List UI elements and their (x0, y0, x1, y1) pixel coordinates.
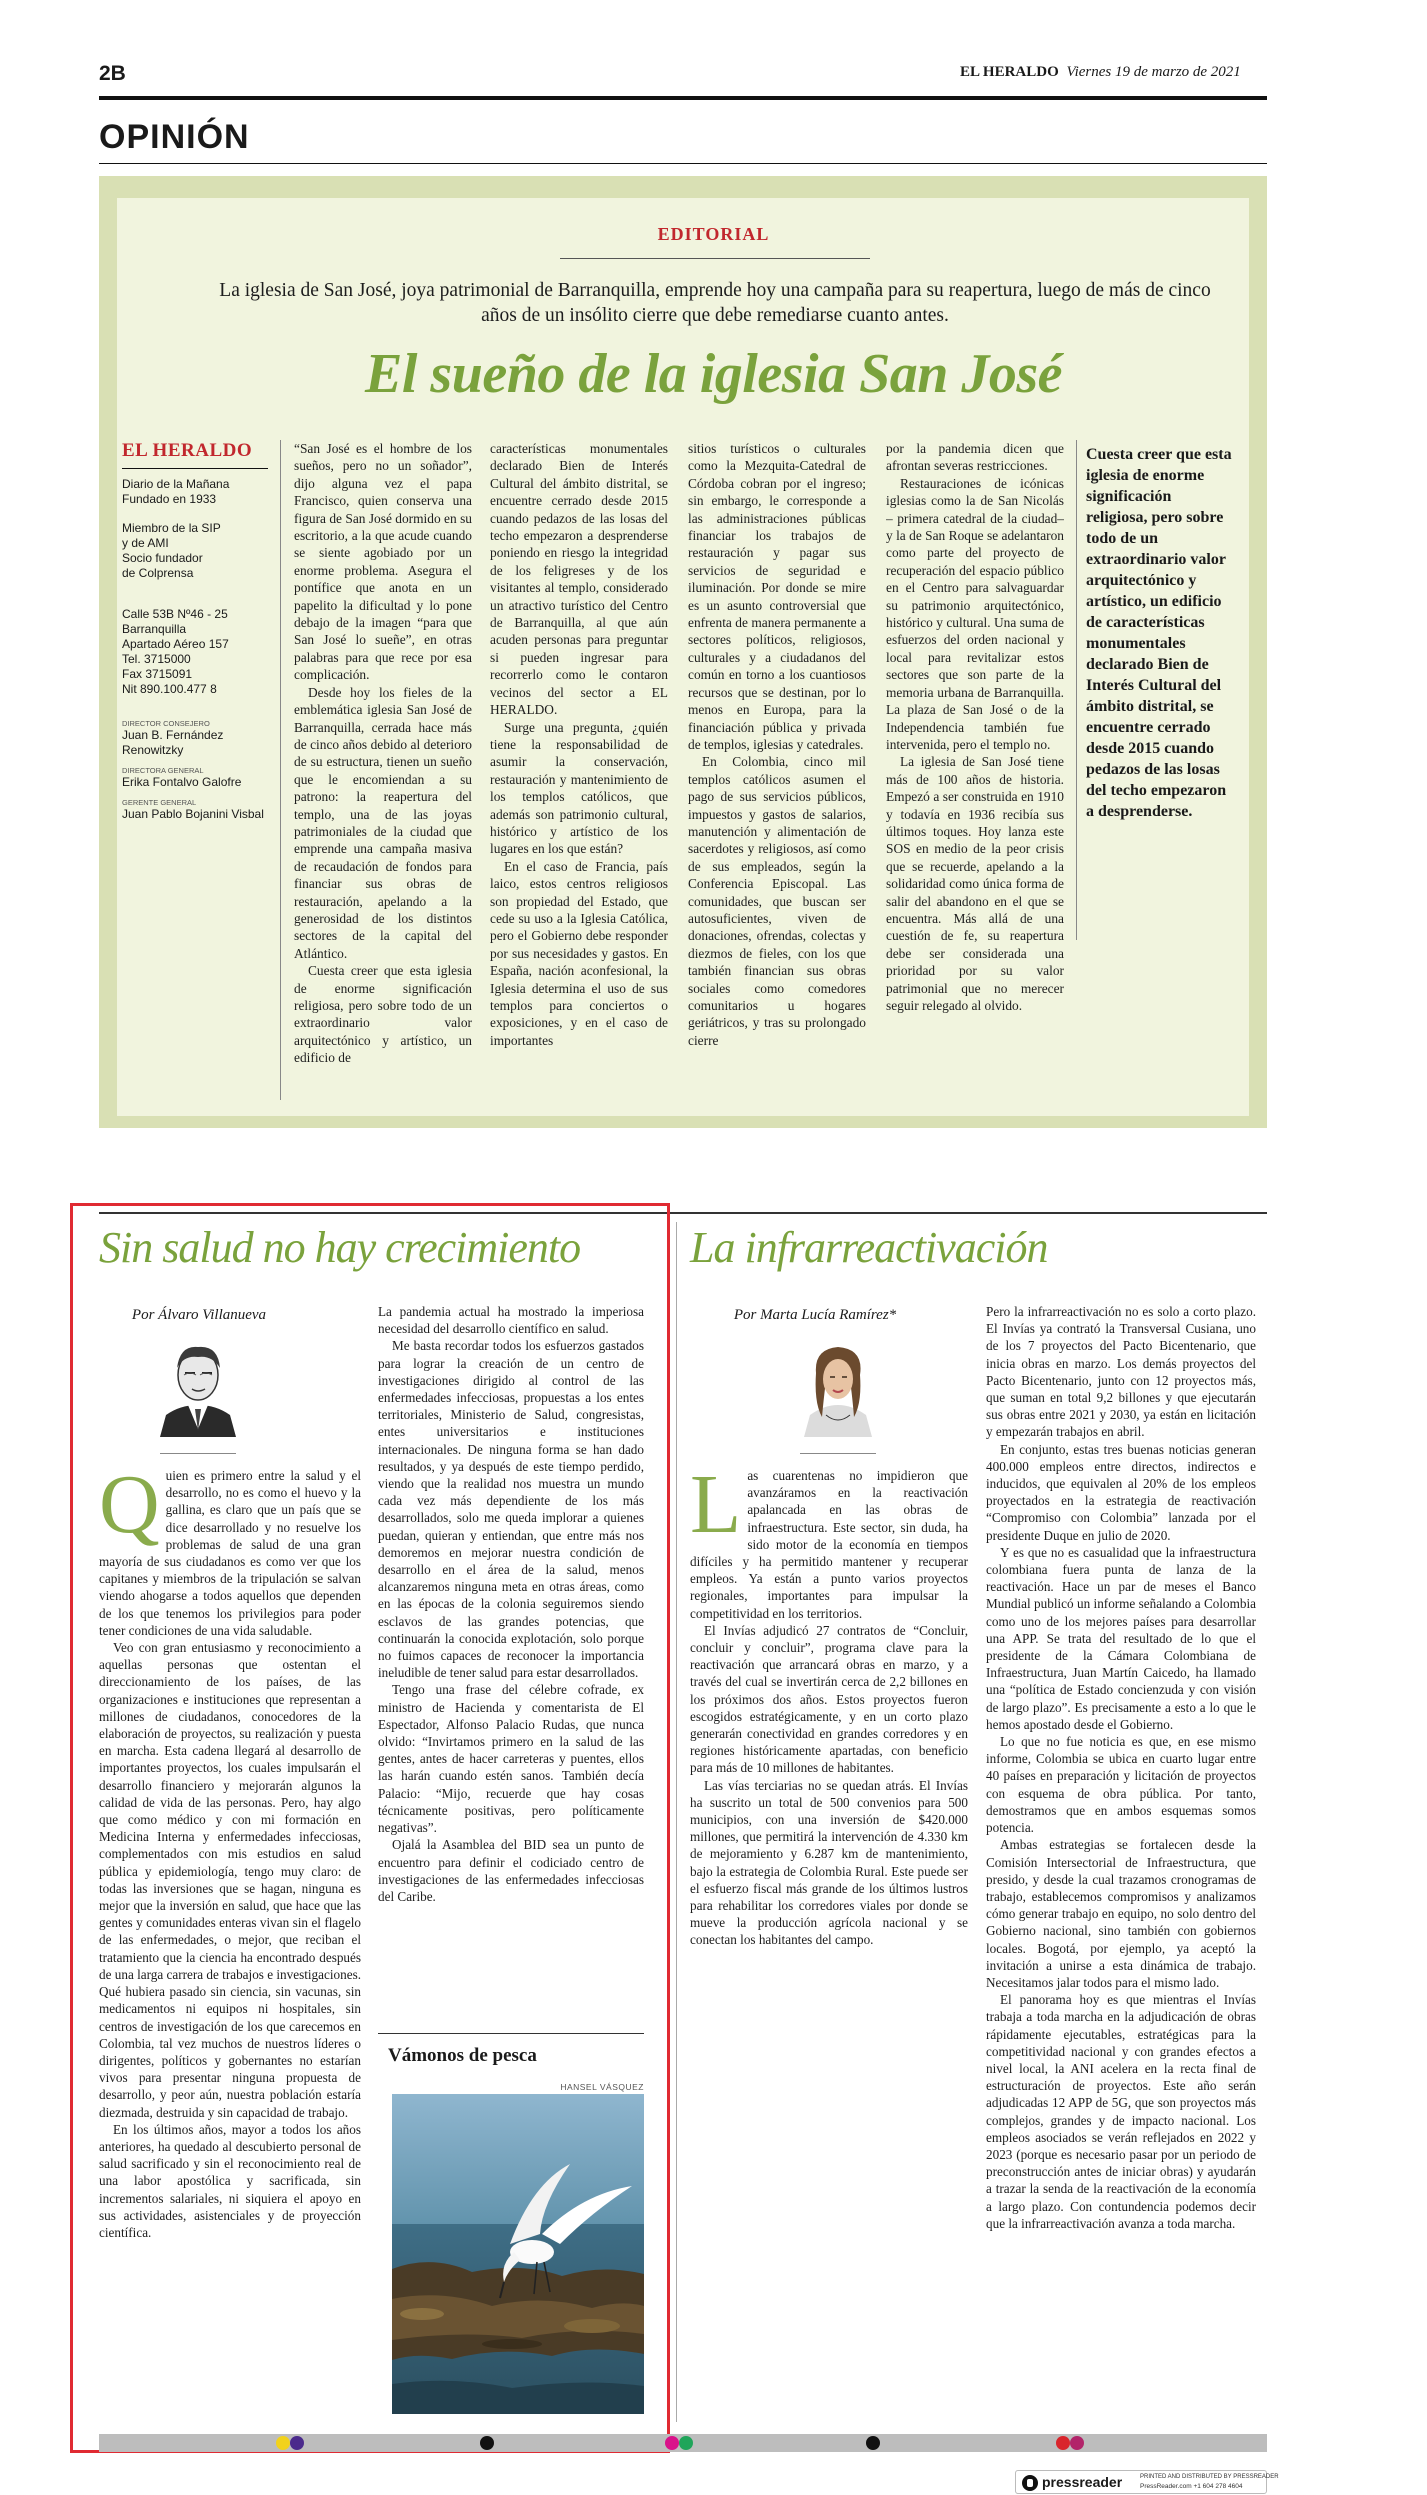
staff-role: DIRECTORA GENERAL (122, 766, 204, 775)
paragraph: En conjunto, estas tres buenas noticias generan 400.000 empleos entre directos, indirectos e inducidos, que equivalen al 20% de los empleos proyectados en la estrategia de reactivación “Compromiso con Colombia” lanzada por el presidente Duque en julio de 2020. (986, 1441, 1256, 1543)
paragraph: Veo con gran entusiasmo y reconocimiento a aquellas personas que ostentan el direccionamiento de los países, de las organizaciones e instituciones que representan a millones de ciudadanos, conocedores de la elaboración de proyectos, su realización y puesta en marcha. Esta cadena llegará al desarrollo de importantes proyectos, los cuales impulsarán el desarrollo financiero y mejorarán algunos la calidad de vida de las personas. Pero, hay algo que como médico y con mi formación en Medicina Interna y enfermedades infecciosas, complementados con mis estudios en salud pública y epidemiología, tengo muy claro: de todas las inversiones que se hagan, ninguna es mejor que la inversión en salud, que hace que las gentes y comunidades enteras vivan sin el flagelo de las enfermedades, o mejor, que reciban el tratamiento que la ciencia ha encontrado después de una larga carrera de trabajos e investigaciones. Qué hubiera pasado sin ciencia, sin vacunas, sin medicamentos ni equipos ni hospitales, sin centros de investigación de los que carecemos en Colombia, tal vez muchos de nuestros líderes o dirigentes, políticos y gobernantes no estarían vivos para presentar ninguna propuesta de desarrollo, y peor aún, nuestra población estaría diezmada, destruida y sin capacidad de trabajo. (99, 1640, 361, 2120)
reg-dot-green (679, 2436, 693, 2450)
drop-cap: Q (99, 1467, 160, 1551)
column-divider (676, 1222, 677, 2422)
drop-cap: L (690, 1467, 742, 1551)
editorial-column-1 (294, 440, 472, 1105)
paragraph: Y es que no es casualidad que la infraestructura colombiana fuera punta de lanza de la reactivación. Hace un par de meses el Banco Mundial publicó un informe señalando a Colombia como uno de los mejores países para desarrollar una APP. Se trata del resultado de lo que el presidente de la Cámara Colombiana de Infraestructura, Juan Martín Caicedo, ha llamado una “política de Estado concienzuda y con visión de largo plazo”. Es precisamente a esto a lo que le hemos apostado desde el Gobierno. (986, 1544, 1256, 1732)
masthead-line: Fundado en 1933 (122, 492, 217, 506)
issue-date: Viernes 19 de marzo de 2021 (1066, 64, 1241, 80)
paragraph: El panorama hoy es que mientras el Invías trabaja a toda marcha en la adjudicación de obras rápidamente ejecutables, estratégicas para la competitividad nacional y con grandes efectos a nivel local, la ANI acelera en la recta final de estructuración de proyectos. Este año serán adjudicadas 12 APP de 5G, que son proyectos más complejos, grandes y de impacto nacional. Los empleos asociados se verán reflejados en 2022 y 2023 (porque es necesario pasar por un periodo de preconstrucción antes de iniciar obras) y ayudarán a trazar la senda de la reactivación de la economía a largo plazo. Con contundencia podemos decir que la infrarreactivación avanza a toda marcha. (986, 1992, 1256, 2231)
paragraph: Cuesta creer que esta iglesia de enorme significación religiosa, pero sobre todo de un extraordinario valor arquitectónico y artístico, un edificio de (294, 963, 472, 1066)
reg-dot-black (480, 2436, 494, 2450)
paragraph: sitios turísticos o culturales como la Mezquita-Catedral de Córdoba cobran por el ingreso; sin embargo, le corresponde a las administraciones públicas financiar los trabajos de restauración y pagar sus servicios de seguridad e iluminación. Por donde se mire es un asunto controversial que enfrenta de manera permanente a sectores políticos, religiosos, culturales y a ciudadanos del común en torno a los cuantiosos recursos que se destinan, por lo menos en Europa, para la financiación pública y privada de templos, iglesias y catedrales. (688, 441, 866, 752)
author-photo-villanueva (150, 1333, 246, 1437)
byline-rule (160, 1453, 236, 1454)
paragraph: El Invías adjudicó 27 contratos de “Concluir, concluir y concluir”, programa clave para la reactivación que arrancará obras en marzo, y a través del cual se invertirán cerca de 2,2 billones en los próximos dos años. Estos proyectos fueron escogidos estratégicamente, y en un corto plazo generarán conectividad en grandes corredores y en regiones históricamente apartadas, con beneficio para más de 10 millones de habitantes. (690, 1622, 968, 1776)
paragraph: Lo que no fue noticia es que, en ese mismo informe, Colombia se ubica en cuarto lugar entre 40 países en preparación y licitación de proyectos con esquema de obra pública. Por tanto, demostramos que en ambos esquemas somos potencia. (986, 1734, 1256, 1836)
pressreader-badge (1015, 2470, 1279, 2494)
masthead-line: Apartado Aéreo 157 (122, 637, 229, 651)
left-article-byline: Por Álvaro Villanueva (131, 1307, 267, 1323)
paragraph: Me basta recordar todos los esfuerzos gastados para lograr la creación de un centro de investigaciones dirigido al control de las enfermedades infecciosas, propuestas a los entes territoriales, Ministerio de Salud, congresistas, entes universitarios e instituciones internacionales. De ninguna forma se han dado resultados, y ya después de este tiempo perdido, viendo que la realidad nos muestra un mundo cada vez más dependiente de los más desarrollados, solo me queda implorar a quienes puedan, quieran y entiendan, que entre más nos demoremos en mejorar nuestra condición de desarrollo en el área de la salud, menos alcanzaremos ninguna meta en otras áreas, como en las épocas de la colonia seguiremos siendo esclavos de las grandes potencias, que continuarán la conocida explotación, solo porque no fuimos capaces de reconocer la importancia ineludible de tener salud para estar desarrollados. (378, 1338, 644, 1681)
left-article-column-2 (378, 1303, 644, 2028)
pressreader-contact: PressReader.com +1 604 278 4604 (1140, 2483, 1243, 2490)
paragraph: En los últimos años, mayor a todos los años anteriores, ha quedado al descubierto personal de salud sacrificado y sin el reconocimiento real de una labor apostólica y sacrificada, sin incrementos salariales, ni siquiera el apoyo en sus actividades, asistenciales y de proyección científica. (99, 2121, 361, 2240)
reg-dot-red (1056, 2436, 1070, 2450)
editorial-headline: El sueño de la iglesia San José (364, 343, 1063, 405)
paragraph: La pandemia actual ha mostrado la imperiosa necesidad del desarrollo científico en salud. (378, 1304, 644, 1337)
staff-role: DIRECTOR CONSEJERO (122, 719, 210, 728)
paragraph: La iglesia de San José tiene más de 100 años de historia. Empezó a ser construida en 1910 y todavía en 1936 recibía sus últimos toques. Hoy lanza este SOS en medio de la peor crisis que se recuerde, apelando a la solidaridad como única forma de salir del abandono en el que se encuentra. Más allá de una cuestión de fe, su reapertura debe ser considerada una prioridad por su valor patrimonial que no merecer seguir relegado al olvido. (886, 754, 1064, 1013)
right-article-column-1 (690, 1467, 968, 2007)
masthead-divider (280, 440, 281, 1100)
author-photo-ramirez (790, 1333, 886, 1437)
editorial-label: EDITORIAL (657, 224, 770, 244)
masthead-info-2 (122, 521, 272, 581)
masthead-staff (122, 719, 272, 822)
reg-dot-black (866, 2436, 880, 2450)
masthead-line: de Colprensa (122, 566, 194, 580)
right-article-headline: La infrarreactivación (690, 1223, 1048, 1272)
photo-title-rule (378, 2033, 644, 2034)
header-meta (960, 64, 1241, 81)
masthead-info-3 (122, 607, 272, 697)
paragraph: Las vías terciarias no se quedan atrás. El Invías ha suscrito un total de 500 convenios para 500 municipios, con una inversión de $420.000 millones, que permitirá la intervención de 4.330 km de mejoramiento y 6.287 km de mantenimiento, bajo la estrategia de Colombia Rural. Este puede ser el esfuerzo fiscal más grande de los últimos lustros para rehabilitar los corredores viales por donde se mueve la producción agrícola nacional y se conectan los habitantes del campo. (690, 1777, 968, 1948)
paragraph: Pero la infrarreactivación no es solo a corto plazo. El Invías ya contrató la Transversal Cusiana, uno de los 7 proyectos del Pacto Bicentenario, que inicia obras en marzo. Los demás proyectos del Pacto Bicentenario, junto con 12 proyectos más, que suman en total 9,2 billones y que ejecutarán sus obras entre 2021 y 2030, ya están en licitación y empezarán trabajos en abril. (986, 1304, 1256, 1440)
masthead-rule (122, 468, 268, 469)
byline-rule (800, 1453, 876, 1454)
photo-credit: HANSEL VÁSQUEZ (560, 2082, 644, 2092)
masthead-line: Socio fundador (122, 551, 203, 565)
pressreader-brand: pressreader (1042, 2474, 1123, 2490)
editorial-pullquote: Cuesta creer que esta iglesia de enorme significación religiosa, pero sobre todo de un extraordinario valor arquitectónico y artístico, un edificio de características monumentales declarado Bien de Interés Cultural del ámbito distrital, se encuentre cerrado desde 2015 cuando pedazos de las losas del techo empezaron a desprenderse. (1086, 446, 1232, 820)
editorial-column-2 (490, 440, 668, 1105)
paragraph: En Colombia, cinco mil templos católicos asumen el pago de sus servicios públicos, impuestos y gastos de salarios, manutención y alimentación de sacerdotes y religiosos, así como de sus empleados, según la Conferencia Episcopal. Las comunidades, que buscan ser autosuficientes, viven de donaciones, ofrendas, colectas y diezmos de fieles, con los que también financian sus obras sociales como comedores comunitarios u hogares geriátricos, y tras su prolongado cierre (688, 754, 866, 1048)
masthead-line: Nit 890.100.477 8 (122, 682, 217, 696)
reg-dot-purple (290, 2436, 304, 2450)
photo-title: Vámonos de pesca (388, 2045, 537, 2066)
pressreader-printed: PRINTED AND DISTRIBUTED BY PRESSREADER (1140, 2474, 1279, 2480)
right-article-byline: Por Marta Lucía Ramírez* (733, 1307, 897, 1323)
paragraph: Surge una pregunta, ¿quién tiene la responsabilidad de asumir la conservación, restauración y mantenimiento de los templos católicos, que además son patrimonio cultural, histórico y artístico de los lugares en los que están? (490, 719, 668, 857)
left-article-column-1 (99, 1467, 361, 2417)
masthead (122, 440, 272, 822)
editorial-top-bar (99, 176, 1267, 198)
pressreader-icon-inner (1027, 2479, 1033, 2487)
staff-name: Juan B. Fernández Renowitzky (122, 728, 224, 757)
paragraph: Quien es primero entre la salud y el desarrollo, no es como el huevo y la gallina, es claro que un país que se dice desarrollado y no resuelve los problemas de salud de una gran mayoría de sus ciudadanos es como ver que los capitanes y miembros de la tripulación se salvan viendo ahogarse a todos aquellos que dependen de los que tenemos los privilegios para poder tener condiciones de una vida saludable. (99, 1467, 361, 1638)
paragraph: Restauraciones de icónicas iglesias como la de San Nicolás – primera catedral de la ciudad– y la de San Roque se adelantaron como parte del proyecto de recuperación del espacio público en el Centro para salvaguardar su patrimonio arquitectónico, histórico y cultural. Una suma de esfuerzos del orden nacional y local para revitalizar estos sectores que son parte de la memoria urbana de Barranquilla. La plaza de San José o de la Independencia también fue intervenida, pero el templo no. (886, 475, 1064, 752)
paragraph: En el caso de Francia, país laico, estos centros religiosos son propiedad del Estado, que cede su uso a la Iglesia Católica, pero el Gobierno debe responder por sus necesidades y gastos. En España, nación aconfesional, la Iglesia determina el uso de sus templos para conciertos o exposiciones, y en el caso de importantes (490, 858, 668, 1048)
paragraph: Ojalá la Asamblea del BID sea un punto de encuentro para definir el codiciado centro de investigaciones de las enfermedades infecciosas del Caribe. (378, 1837, 644, 1904)
left-article-headline: Sin salud no hay crecimiento (99, 1223, 581, 1272)
editorial-label-rule (560, 258, 870, 259)
egret-photo (392, 2094, 644, 2414)
reg-dot-magenta (665, 2436, 679, 2450)
masthead-line: Calle 53B Nº46 - 25 (122, 607, 228, 621)
masthead-line: Miembro de la SIP (122, 521, 221, 535)
editorial-deck: La iglesia de San José, joya patrimonial de Barranquilla, emprende hoy una campaña para su reapertura, luego de más de cinco años de un insólito cierre que debe remediarse cuanto antes. (219, 280, 1211, 326)
right-article-column-2 (986, 1303, 1256, 2435)
paragraph: por la pandemia dicen que afrontan severas restricciones. (886, 441, 1064, 474)
masthead-line: Barranquilla (122, 622, 187, 636)
egret-fishing-image (392, 2094, 644, 2414)
staff-name: Juan Pablo Bojanini Visbal (122, 807, 264, 821)
paragraph: Desde hoy los fieles de la emblemática iglesia San José de Barranquilla, cerrada hace más de cinco años debido al deterioro de su estructura, tienen un sueño que le encomiendan a su patrono: la reapertura del templo, una de las joyas patrimoniales de la ciudad que emprende una campaña masiva de recaudación de fondos para financiar sus obras de restauración, apelando a la generosidad de los distintos sectores de la capital del Atlántico. (294, 684, 472, 961)
editorial-pullquote-divider (1076, 440, 1077, 940)
publication-name: EL HERALDO (960, 64, 1059, 80)
portrait-photo (790, 1333, 886, 1437)
reg-dot-yellow (276, 2436, 290, 2450)
paragraph: Las cuarentenas no impidieron que avanzáramos en la reactivación apalancada en las obras de infraestructura. Este sector, sin duda, ha sido motor de la economía en tiempos difíciles y ha permitido mantener y recuperar empleos. Ya están a punto varios proyectos regionales, importantes para impulsar la competitividad en los territorios. (690, 1467, 968, 1621)
staff-role: GERENTE GENERAL (122, 798, 197, 807)
staff-name: Erika Fontalvo Galofre (122, 775, 242, 789)
masthead-line: Fax 3715091 (122, 667, 193, 681)
paragraph: Tengo una frase del célebre cofrade, ex ministro de Hacienda y comentarista de El Espectador, Alfonso Palacio Rudas, que nunca olvido: “Invirtamos primero en la salud de las gentes, antes de hacer carreteras y puentes, ellos las harán cuando estén sanos. También decía Palacio: “Mijo, recuerde que hay cosas técnicamente positivas, pero políticamente negativas”. (378, 1682, 644, 1836)
color-registration-marks (0, 2436, 1427, 2450)
section-title: OPINIÓN (99, 118, 250, 156)
page-number: 2B (99, 62, 126, 85)
paragraph: “San José es el hombre de los sueños, pero no un soñador”, dijo alguna vez el papa Francisco, quien conserva una figura de San José dormido en su escritorio, a la que acude cuando se siente agobiado por un enorme problema. Asegura el pontífice que anota en un papelito la dificultad y lo pone debajo de la imagen “para que San José lo sueñe”, en otras palabras para que rece por esa complicación. (294, 441, 472, 683)
masthead-info-1 (122, 477, 272, 507)
editorial-column-3 (688, 440, 866, 1105)
header-rule-bottom (99, 163, 1267, 164)
editorial-column-4 (886, 440, 1064, 1105)
header-rule-top (99, 96, 1267, 100)
portrait-illustration (150, 1333, 246, 1437)
masthead-line: Tel. 3715000 (122, 652, 191, 666)
reg-dot-violet (1070, 2436, 1084, 2450)
paragraph: características monumentales declarado Bien de Interés Cultural del ámbito distrital, se encuentre cerrado desde 2015 cuando pedazos de las losas del techo empezaron a desprenderse poniendo en riesgo la integridad de los feligreses y de los visitantes al templo, considerado un atractivo turístico del Centro de Barranquilla, al que aún acuden personas para preguntar si pueden ingresar para recorrerlo como le contaron vecinos del sector a EL HERALDO. (490, 441, 668, 718)
masthead-logo: EL HERALDO (122, 440, 253, 461)
masthead-line: Diario de la Mañana (122, 477, 230, 491)
paragraph: Ambas estrategias se fortalecen desde la Comisión Intersectorial de Infraestructura, que presido, y desde la cual trazamos cronogramas de trabajo, establecemos compromisos y analizamos cómo generar trabajo en equipo, no solo dentro del Gobierno nacional, sino también con gobiernos locales. Bogotá, por ejemplo, ya aceptó la invitación a unirse a esta dinámica de trabajo. Necesitamos jalar todos para el mismo lado. (986, 1837, 1256, 1990)
masthead-line: y de AMI (122, 536, 169, 550)
